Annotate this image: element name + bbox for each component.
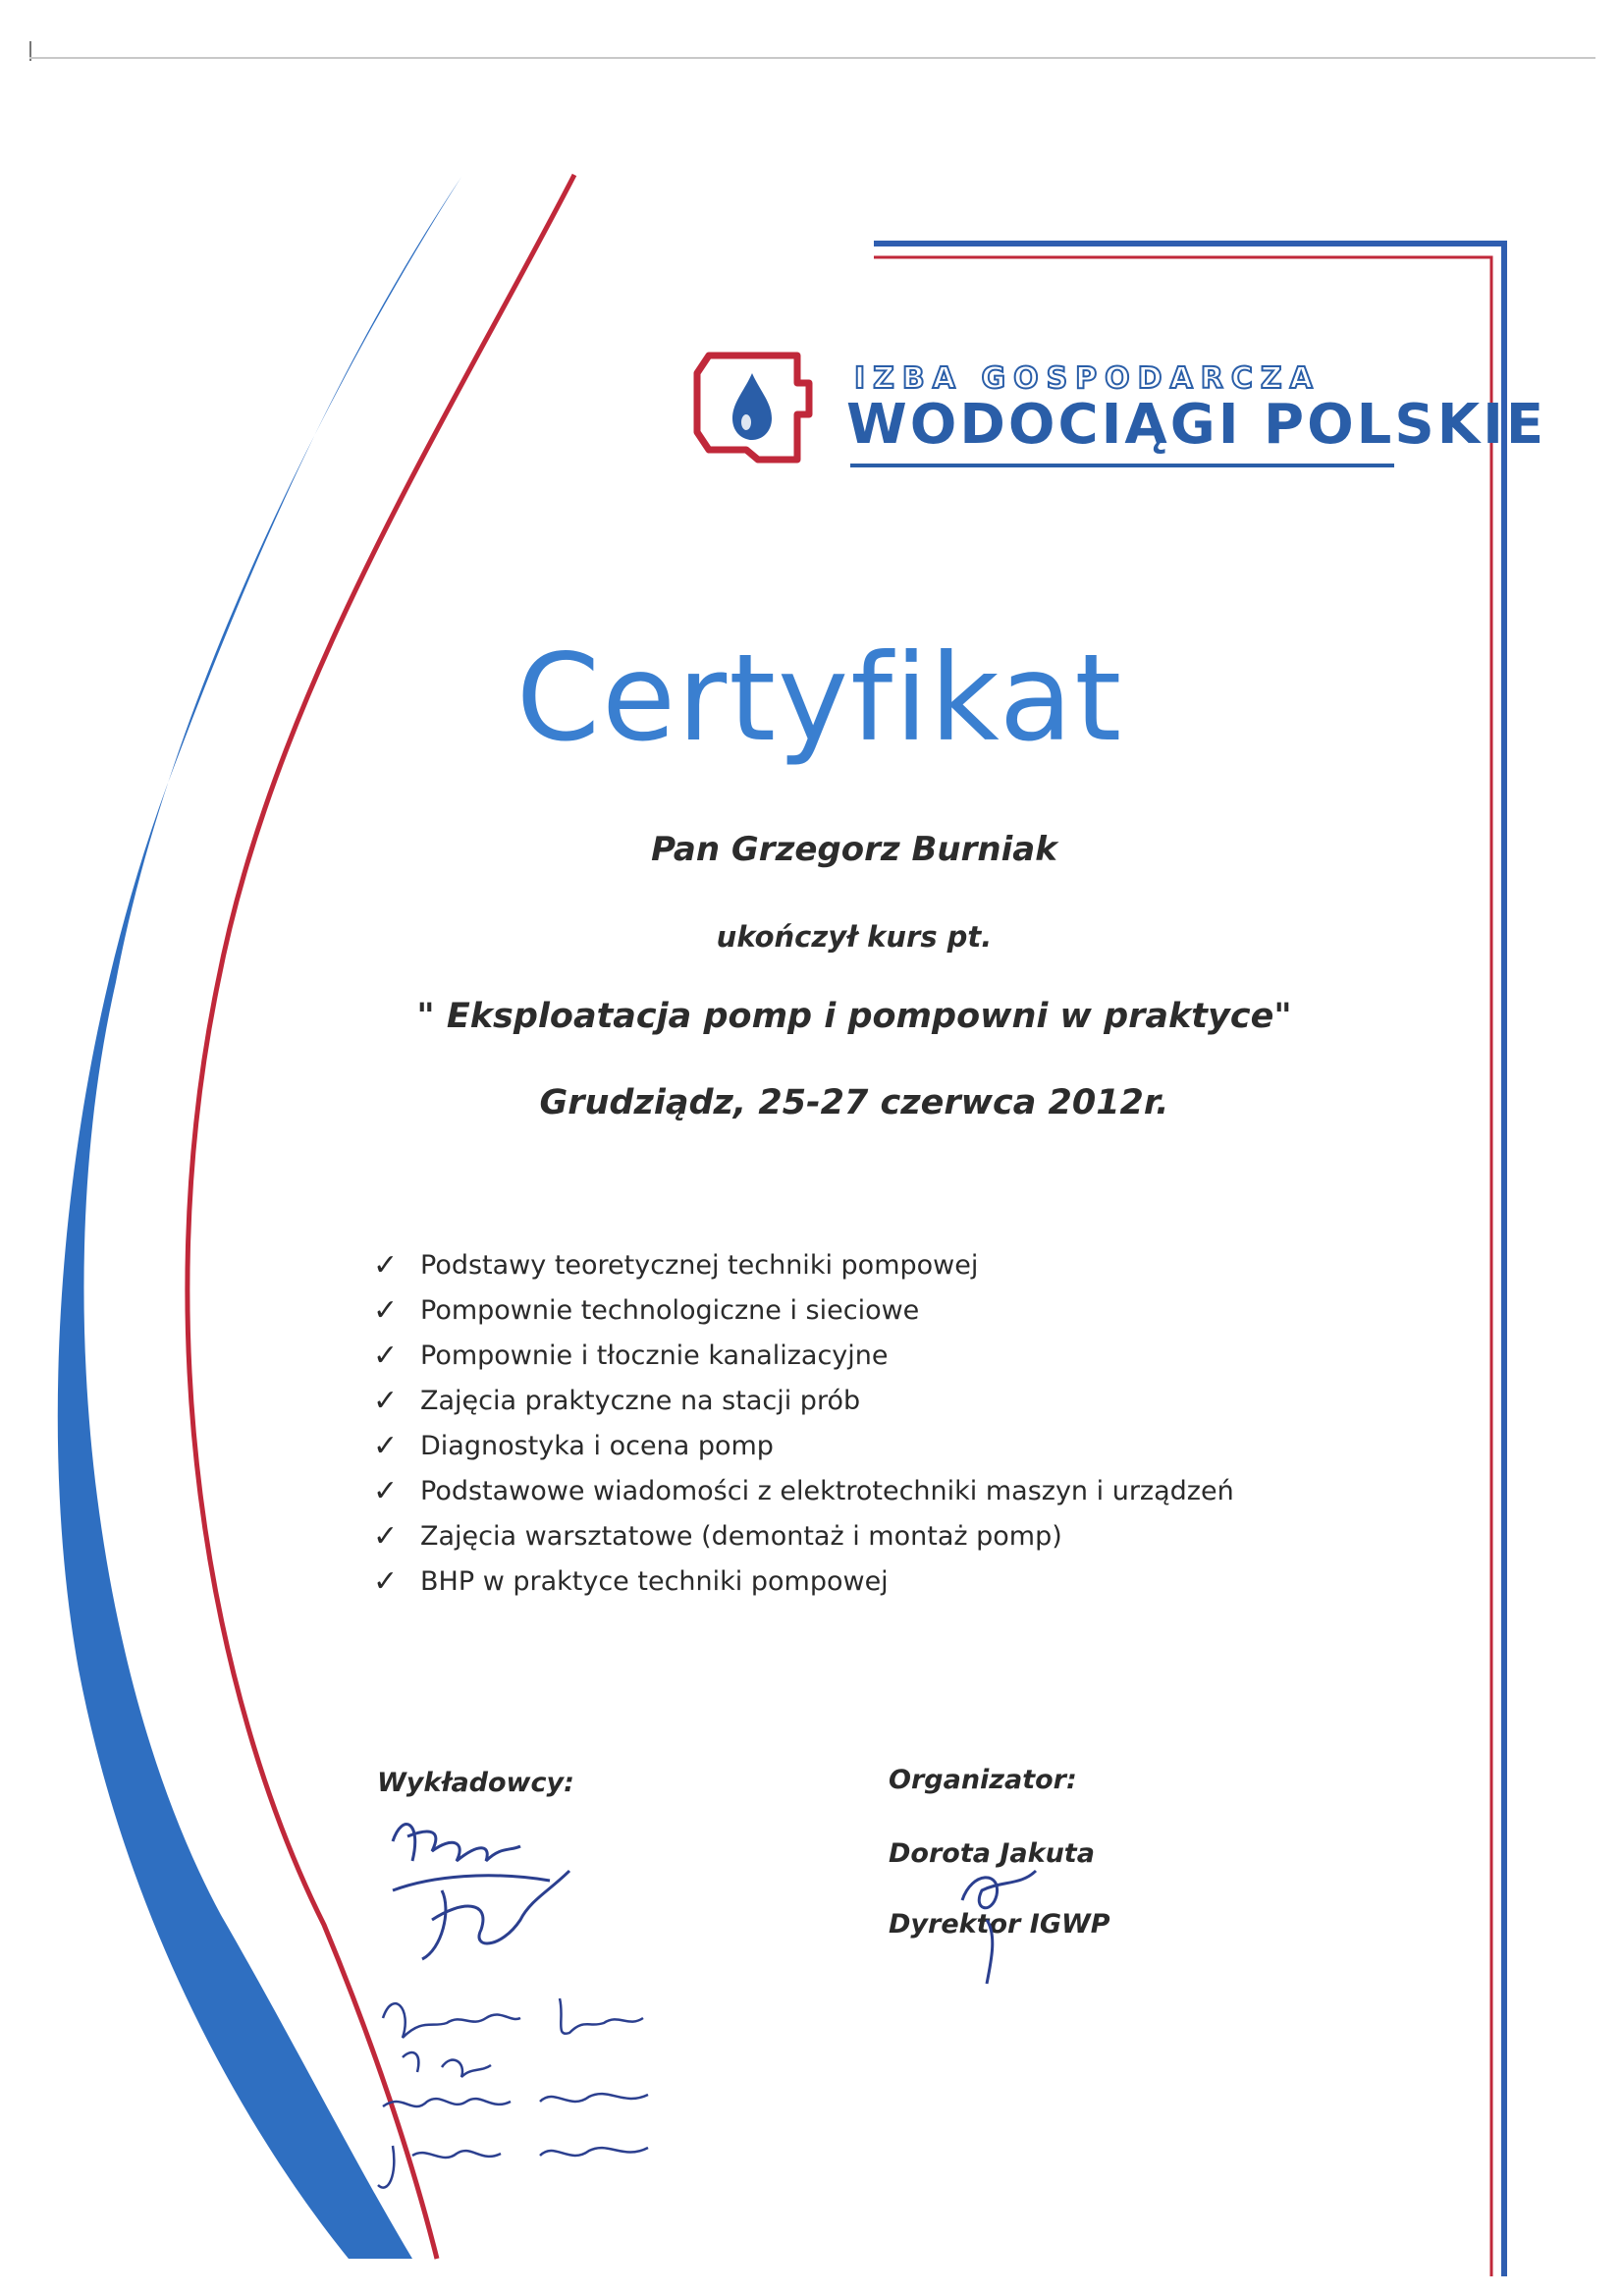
topics-list (373, 1242, 1234, 1604)
checkmark-icon: ✓ (373, 1292, 399, 1328)
topic-text: Diagnostyka i ocena pomp (420, 1430, 774, 1461)
topic-item (373, 1558, 1234, 1604)
checkmark-icon: ✓ (373, 1518, 399, 1554)
topic-item (373, 1242, 1234, 1287)
topic-item (373, 1468, 1234, 1513)
topic-item (373, 1287, 1234, 1333)
organizer-label: Organizator: (889, 1765, 1077, 1795)
checkmark-icon: ✓ (373, 1383, 399, 1418)
completion-text: ukończył kurs pt. (716, 920, 993, 954)
director-name: Dorota Jakuta (889, 1838, 1095, 1869)
topic-text: Pompownie i tłocznie kanalizacyjne (420, 1339, 889, 1371)
checkmark-icon: ✓ (373, 1428, 399, 1463)
org-underline (850, 464, 1394, 467)
recipient-name: Pan Grzegorz Burniak (651, 830, 1057, 869)
checkmark-icon: ✓ (373, 1338, 399, 1373)
topic-item (373, 1423, 1234, 1468)
checkmark-icon: ✓ (373, 1247, 399, 1283)
topic-item (373, 1378, 1234, 1423)
org-name-line1: IZBA GOSPODARCZA (854, 361, 1321, 396)
topic-text: BHP w praktyce techniki pompowej (420, 1565, 889, 1597)
course-title: " Eksploatacja pomp i pompowni w praktyce" (416, 997, 1292, 1036)
topic-item (373, 1513, 1234, 1558)
topic-text: Zajęcia warsztatowe (demontaż i montaż pomp) (420, 1520, 1062, 1552)
topic-text: Podstawy teoretycznej techniki pompowej (420, 1249, 979, 1281)
topic-text: Podstawowe wiadomości z elektrotechniki maszyn i urządzeń (420, 1475, 1234, 1506)
topic-text: Zajęcia praktyczne na stacji prób (420, 1385, 861, 1416)
topic-text: Pompownie technologiczne i sieciowe (420, 1294, 920, 1326)
igwp-logo-icon (687, 344, 815, 471)
lecturer-signatures-group (373, 1979, 707, 2205)
director-signature (943, 1841, 1060, 1989)
org-name-line2: WODOCIĄGI POLSKIE (846, 393, 1547, 457)
place-and-date: Grudziądz, 25-27 czerwca 2012r. (539, 1083, 1169, 1122)
checkmark-icon: ✓ (373, 1473, 399, 1508)
checkmark-icon: ✓ (373, 1563, 399, 1599)
certificate-title: Certyfikat (515, 629, 1124, 768)
lecturer-signature-1 (373, 1802, 609, 1979)
topic-item (373, 1333, 1234, 1378)
lecturers-label: Wykładowcy: (377, 1768, 574, 1798)
director-title: Dyrektor IGWP (889, 1909, 1110, 1940)
